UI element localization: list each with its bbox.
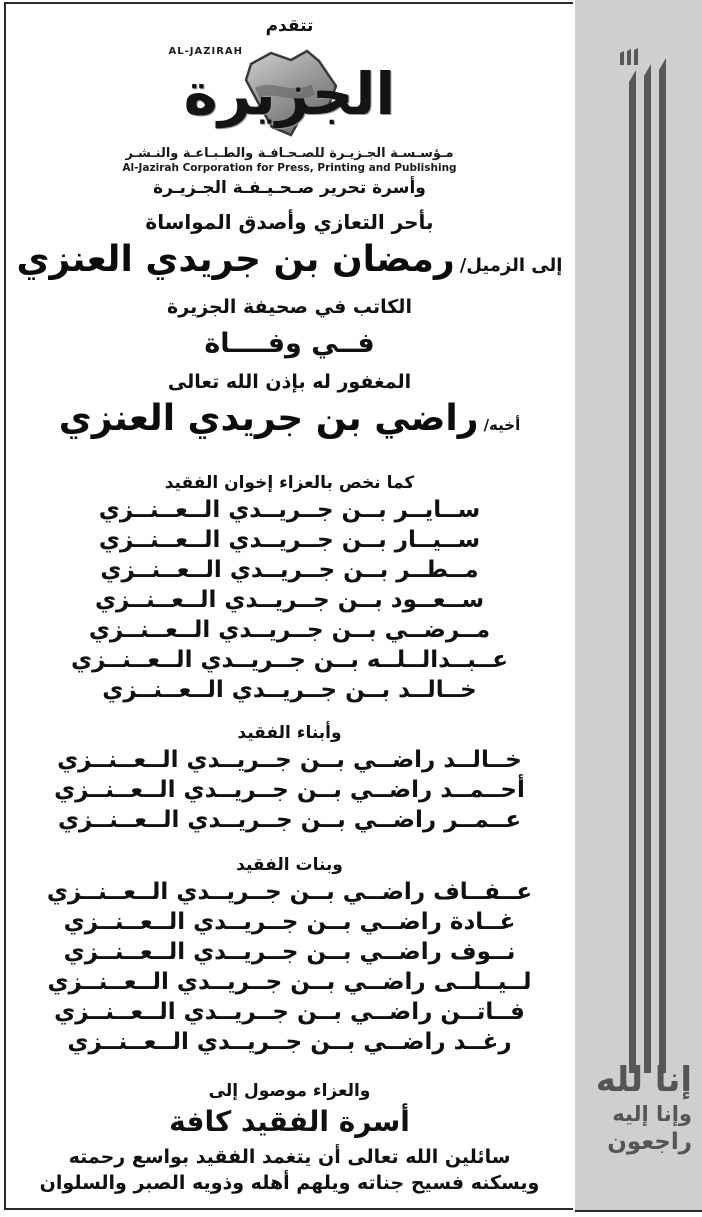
kufic-stroke-left [629,70,636,1073]
logo-corporation-english: Al-Jazirah Corporation for Press, Printing and Publishing [122,162,457,174]
condolence-intro: بأحر التعازي وأصدق المواساة [145,210,434,234]
istirja-text-block [575,1060,692,1156]
list-item: عــفــاف راضــي بــن جــريــدي الــعــنــزي [46,879,533,905]
logo-corporation-arabic: مـؤسـسـة الجـزيـرة للصـحـافـة والطـبـاعـة والنـشـر [125,146,454,161]
closing-family: أسرة الفقيد كافة [169,1105,410,1138]
deceased-name: راضي بن جريدي العنزي [58,398,479,439]
kufic-stroke-middle [644,64,651,1073]
recipient-prefix: إلى الزميل/ [459,255,563,276]
deceased-blessing: المغفور له بإذن الله تعالى [167,371,412,393]
aljazirah-logo-block [6,40,573,198]
announcement-body [4,2,573,1210]
list-item: أحــمــد راضــي بــن جــريــدي الــعــنــزي [54,777,525,803]
occasion-line: فــي وفــــاة [204,328,375,359]
prayer-line-2: ويسكنه فسيح جناته ويلهم أهله وذويه الصبر والسلوان [39,1172,540,1194]
brothers-section-heading: كما نخص بالعزاء إخوان الفقيد [164,473,415,493]
istirja-line-3: راجعون [607,1129,692,1155]
aljazirah-logo [155,40,425,144]
logo-latin-name: AL-JAZIRAH [168,46,244,57]
list-item: رغــد راضــي بــن جــريــدي الــعــنــزي [67,1029,512,1055]
daughters-section-heading: وبنات الفقيد [236,855,343,875]
prayer-line-1: سائلين الله تعالى أن يتغمد الفقيد بواسع رحمته [68,1146,511,1168]
deceased-relation-prefix: أخيه/ [483,416,521,434]
recipient-row [6,236,573,290]
kufic-stroke-right [659,58,666,1073]
closing-lead: والعزاء موصول إلى [208,1081,371,1101]
daughters-list [6,877,573,1057]
deceased-row [6,395,573,449]
list-item: نــوف راضــي بــن جــريــدي الــعــنــزي [63,939,516,965]
list-item: ســيــار بــن جــريــدي الــعــنــزي [98,527,481,553]
recipient-name: رمضان بن جريدي العنزي [16,239,455,280]
list-item: مــرضــي بــن جــريــدي الــعــنــزي [88,617,491,643]
list-item: عــبــدالــلــه بــن جــريــدي الــعــنــزي [71,647,508,673]
list-item: خــالــد راضــي بــن جــريــدي الــعــنــزي [57,747,522,773]
istirja-line-2: وإنا إليه [612,1102,692,1126]
recipient-title: الكاتب في صحيفة الجزيرة [167,296,412,318]
list-item: فــاتــن راضــي بــن جــريــدي الــعــنــزي [54,999,525,1025]
list-item: مــطــر بــن جــريــدي الــعــنــزي [100,557,479,583]
kufic-teeth-mark-icon [620,48,642,65]
istirja-line-1: إنا لله [595,1060,692,1100]
sons-list [6,745,573,835]
logo-arabic-calligraphy: الجزيرة [183,60,396,128]
editorial-family-line: وأسرة تحرير صـحـيـفـة الجـزيـرة [153,178,426,198]
list-item: ســايــر بــن جــريــدي الــعــنــزي [98,497,481,523]
list-item: لــيــلــى راضــي بــن جــريــدي الــعــنــزي [47,969,532,995]
presenter-word: تتقدم [265,16,314,36]
istirja-sidebar [575,0,702,1212]
list-item: عــمــر راضــي بــن جــريــدي الــعــنــزي [57,807,522,833]
sons-section-heading: وأبناء الفقيد [237,723,342,743]
list-item: خــالــد بــن جــريــدي الــعــنــزي [102,677,477,703]
list-item: غــادة راضــي بــن جــريــدي الــعــنــزي [63,909,516,935]
list-item: ســعــود بــن جــريــدي الــعــنــزي [94,587,485,613]
brothers-list [6,495,573,705]
